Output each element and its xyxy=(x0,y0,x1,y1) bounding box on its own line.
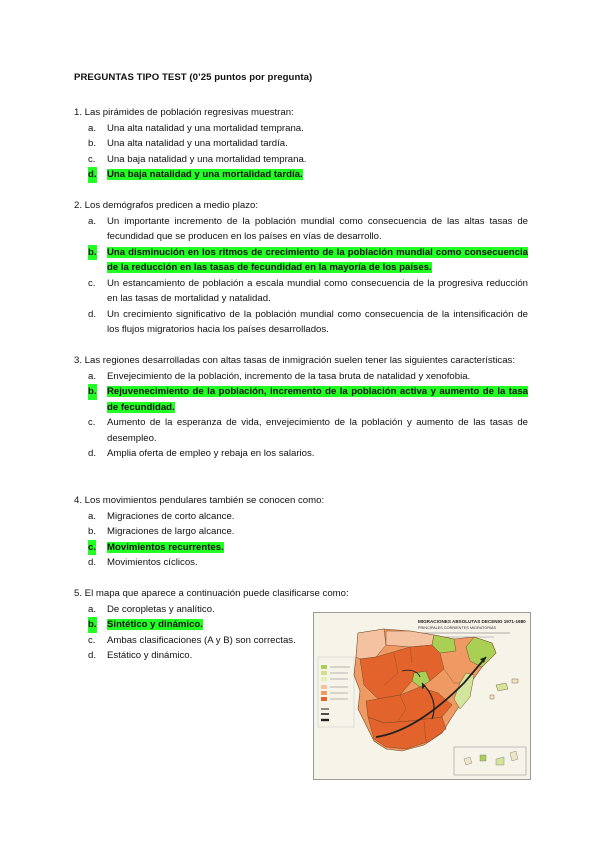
option-c: c. Un estancamiento de población a escala mundial como consecuencia de la progresiva reducción en las tasas de mortalidad y natalidad. xyxy=(88,277,528,304)
option-text: Migraciones de largo alcance. xyxy=(107,526,235,537)
option-text: Una baja natalidad y una mortalidad temprana. xyxy=(107,153,307,165)
option-text: Aumento de la esperanza de vida, envejecimiento de la población y aumento de las tasas de desempleo. xyxy=(107,417,528,444)
option-text: Una alta natalidad y una mortalidad temprana. xyxy=(107,122,304,134)
option-c: c. Ambas clasificaciones (A y B) son correctas. xyxy=(88,634,296,646)
option-a: a. De coropletas y analítico. xyxy=(88,603,215,615)
option-b-correct: b. Sintético y dinámico. xyxy=(74,617,314,633)
migration-map-image xyxy=(313,612,531,780)
question-3 xyxy=(74,353,528,462)
question-4 xyxy=(74,493,528,571)
option-list xyxy=(74,214,528,338)
option-list xyxy=(74,602,314,664)
option-text-highlighted: Una disminución en los ritmos de crecimiento de la población mundial como consecuencia de la reducción en las tasas de fecundidad en la mayoría de los países. xyxy=(107,246,528,273)
spain-migration-map xyxy=(314,613,530,779)
question-1 xyxy=(74,105,528,183)
option-text: Un importante incremento de la población mundial como consecuencia de las altas tasas de fecundidad que se producen en los países en vías de desarrollo. xyxy=(107,215,528,242)
option-text-highlighted: Rejuvenecimiento de la población, incremento de la población activa y aumento de la tasa de fecundidad. xyxy=(107,386,528,413)
map-title: MIGRACIONES ABSOLUTAS DECENIO 1971-1980 xyxy=(418,619,526,624)
option-b: b. Una alta natalidad y una mortalidad tardía. xyxy=(88,138,288,149)
option-b-correct: b. Rejuvenecimiento de la población, incremento de la población activa y aumento de la tasa de fecundidad. xyxy=(88,386,528,413)
option-c-correct: c. Movimientos recurrentes. xyxy=(74,540,528,556)
option-a: a. Envejecimiento de la población, incremento de la tasa bruta de natalidad y xenofobia. xyxy=(88,370,471,382)
option-text: Un estancamiento de población a escala mundial como consecuencia de la progresiva reducción en las tasas de mortalidad y natalidad. xyxy=(107,277,528,304)
option-text: Ambas clasificaciones (A y B) son correctas. xyxy=(107,634,296,646)
option-d-correct: d. Una baja natalidad y una mortalidad tardía. xyxy=(74,167,528,183)
option-b-correct: b. Una disminución en los ritmos de crecimiento de la población mundial como consecuencia de la reducción en las tasas de fecundidad en la mayoría de los países. xyxy=(88,246,528,273)
option-text-highlighted: Movimientos recurrentes. xyxy=(107,541,224,553)
question-2 xyxy=(74,198,528,338)
option-b: b. Migraciones de largo alcance. xyxy=(88,526,235,537)
page-heading: PREGUNTAS TIPO TEST (0’25 puntos por pregunta) xyxy=(74,72,313,83)
option-d: d. Estático y dinámico. xyxy=(88,650,193,661)
option-list xyxy=(74,369,528,462)
option-text: Un crecimiento significativo de la población mundial como consecuencia de la intensificación de los flujos migratorios hacia los países desarrollados. xyxy=(107,308,528,335)
option-text: Una alta natalidad y una mortalidad tardía. xyxy=(107,138,288,149)
question-text: 5. El mapa que aparece a continuación puede clasificarse como: xyxy=(74,588,349,599)
question-text: 4. Los movimientos pendulares también se conocen como: xyxy=(74,495,325,506)
option-a: a. Una alta natalidad y una mortalidad temprana. xyxy=(88,122,304,134)
question-text: 1. Las pirámides de población regresivas muestran: xyxy=(74,107,294,118)
option-text: Estático y dinámico. xyxy=(107,650,193,661)
option-text: De coropletas y analítico. xyxy=(107,603,215,615)
option-list xyxy=(74,121,528,183)
option-text: Amplia oferta de empleo y rebaja en los salarios. xyxy=(107,448,315,459)
question-text: 2. Los demógrafos predicen a medio plazo: xyxy=(74,200,258,211)
option-text: Movimientos cíclicos. xyxy=(107,557,198,568)
option-c: c. Una baja natalidad y una mortalidad temprana. xyxy=(88,153,307,165)
map-subtitle: PRINCIPALES CORRIENTES MIGRATORIAS xyxy=(418,626,497,630)
option-d: d. Un crecimiento significativo de la población mundial como consecuencia de la intensificación de los flujos migratorios hacia los países desarrollados. xyxy=(88,308,528,335)
option-list xyxy=(74,509,528,571)
option-a: a. Migraciones de corto alcance. xyxy=(88,510,235,522)
option-d: d. Movimientos cíclicos. xyxy=(88,557,198,568)
question-text: 3. Las regiones desarrolladas con altas tasas de inmigración suelen tener las siguientes características: xyxy=(74,355,516,366)
option-text-highlighted: Una baja natalidad y una mortalidad tardía. xyxy=(107,169,303,180)
map-legend xyxy=(318,657,354,727)
option-text-highlighted: Sintético y dinámico. xyxy=(107,619,203,630)
option-text: Envejecimiento de la población, incremento de la tasa bruta de natalidad y xenofobia. xyxy=(107,370,471,382)
option-text: Migraciones de corto alcance. xyxy=(107,510,235,522)
option-c: c. Aumento de la esperanza de vida, envejecimiento de la población y aumento de las tasas de desempleo. xyxy=(88,417,528,444)
option-d: d. Amplia oferta de empleo y rebaja en los salarios. xyxy=(88,448,315,459)
option-a: a. Un importante incremento de la población mundial como consecuencia de las altas tasas de fecundidad que se producen en los países en vías de desarrollo. xyxy=(88,215,528,242)
